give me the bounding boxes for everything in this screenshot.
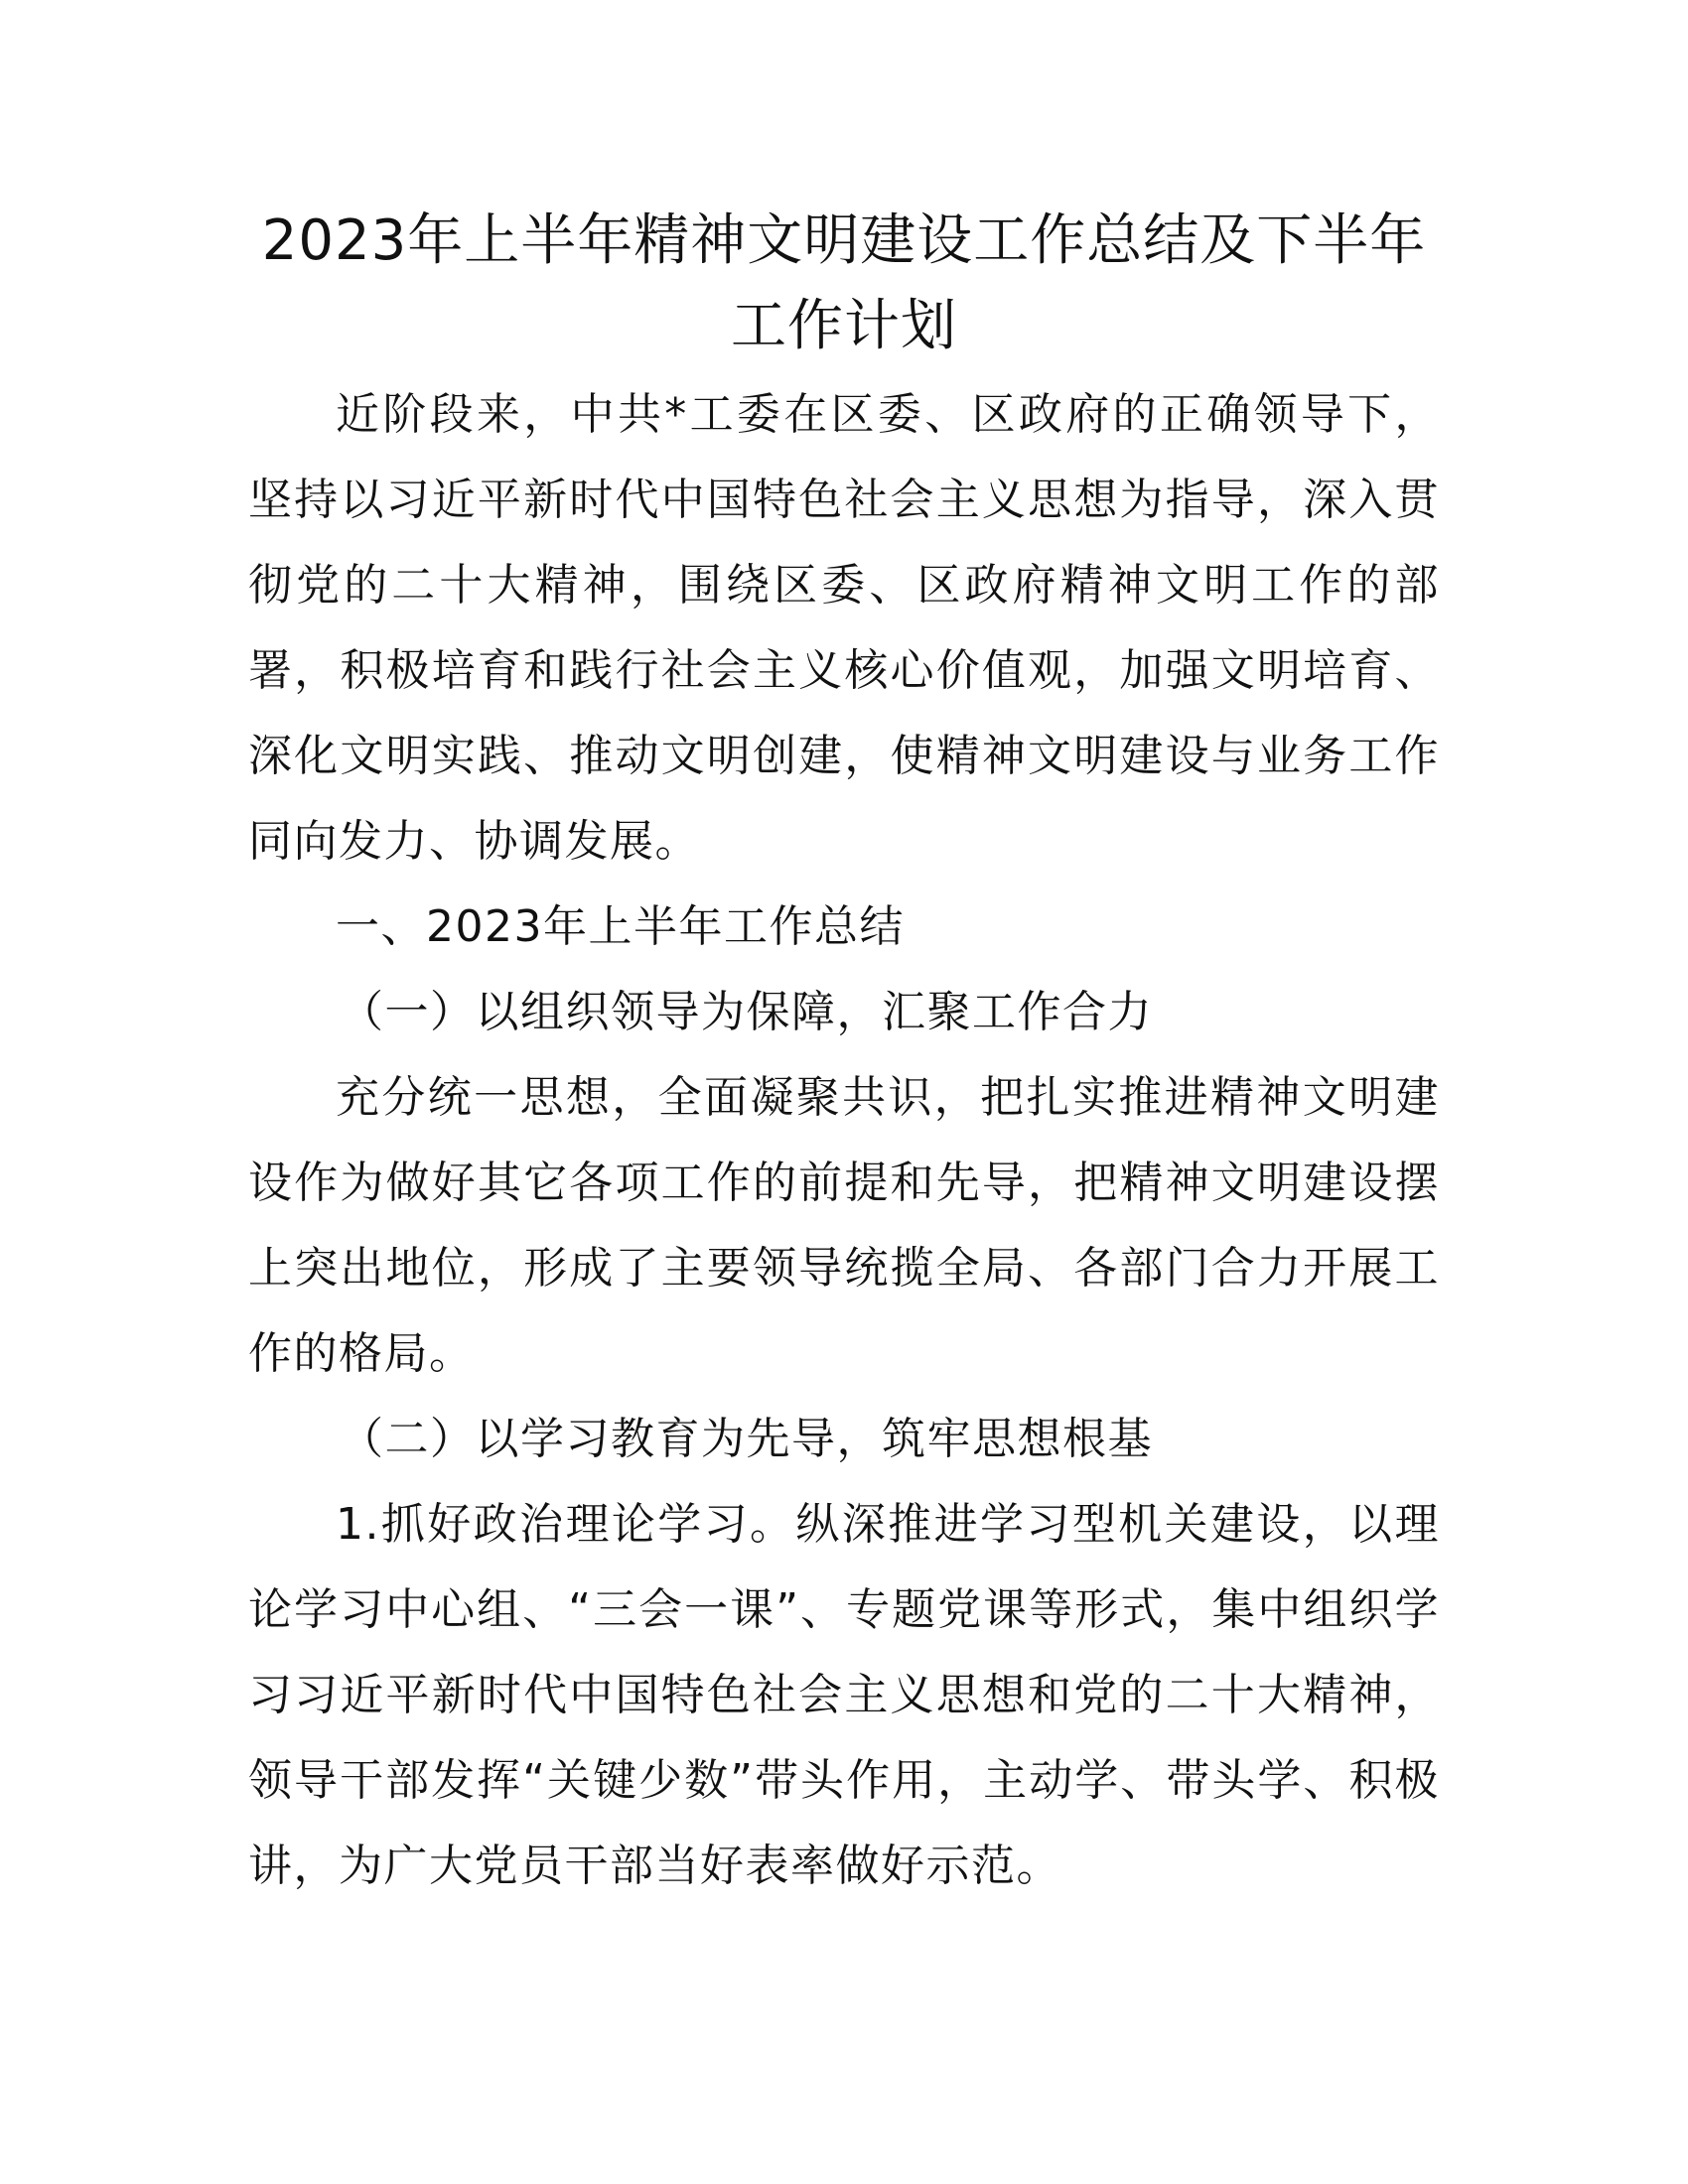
subsection-1-paragraph: 充分统一思想，全面凝聚共识，把扎实推进精神文明建设作为做好其它各项工作的前提和先导，把精神文明建设摆上突出地位，形成了主要领导统揽全局、各部门合力开展工作的格局。 — [248, 1072, 1440, 1379]
intro-paragraph: 近阶段来，中共*工委在区委、区政府的正确领导下，坚持以习近平新时代中国特色社会主义思想为指导，深入贯彻党的二十大精神，围绕区委、区政府精神文明工作的部署，积极培育和践行社会主义核心价值观，加强文明培育、深化文明实践、推动文明创建，使精神文明建设与业务工作同向发力、协调发展。 — [248, 389, 1440, 867]
subsection-heading-1: （一）以组织领导为保障，汇聚工作合力 — [340, 987, 1153, 1037]
subsection-heading-2: （二）以学习教育为先导，筑牢思想根基 — [340, 1414, 1153, 1464]
section-heading-1: 一、2023年上半年工作总结 — [336, 901, 905, 952]
item-1-paragraph: 1.抓好政治理论学习。纵深推进学习型机关建设，以理论学习中心组、“三会一课”、专题党课等形式，集中组织学习习近平新时代中国特色社会主义思想和党的二十大精神，领导干部发挥“关键少数”带头作用，主动学、带头学、积极讲，为广大党员干部当好表率做好示范。 — [248, 1499, 1440, 1891]
document-body — [248, 372, 1440, 1909]
document-title: 2023年上半年精神文明建设工作总结及下半年工作计划 — [261, 208, 1427, 358]
